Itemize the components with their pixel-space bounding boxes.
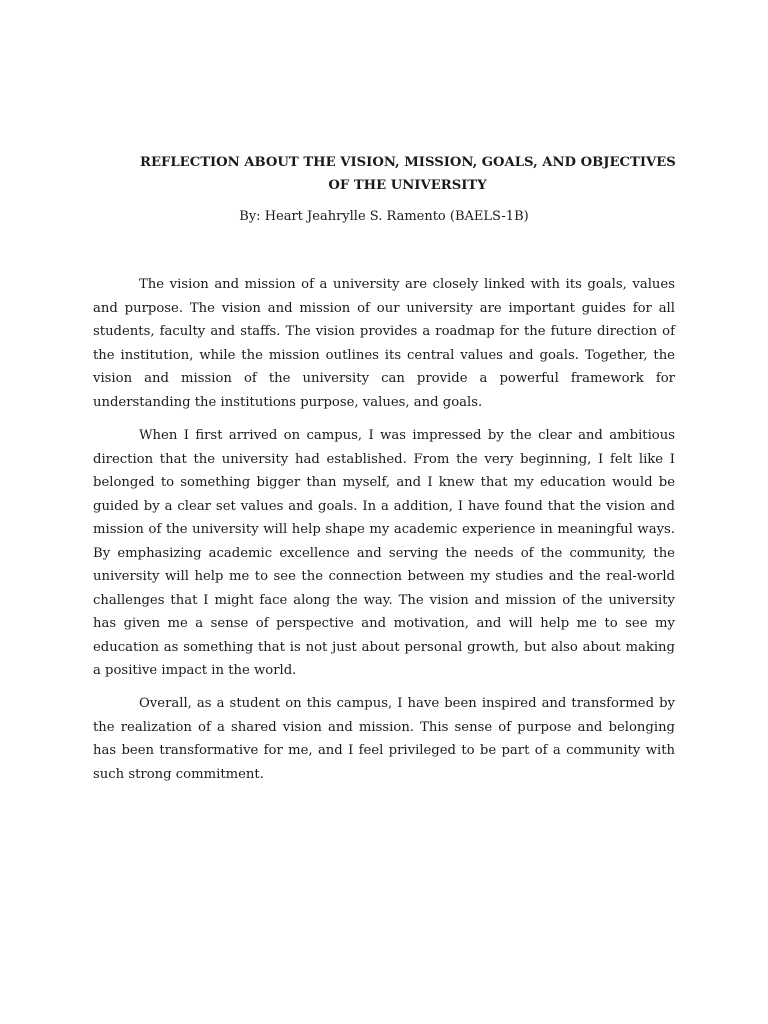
body-paragraph-block-2 [93,424,675,693]
title-line-1: REFLECTION ABOUT THE VISION, MISSION, GOALS, AND OBJECTIVES [140,155,676,170]
author-byline: By: Heart Jeahrylle S. Ramento (BAELS-1B) [239,209,529,224]
paragraph-1: The vision and mission of a university are closely linked with its goals, values and purpose. The vision and mission of our university are important guides for all students, faculty and staffs. The vision provides a roadmap for the future direction of the institution, while the mission outlines its central values and goals. Together, the vision and mission of the university can provide a powerful framework for understanding the institutions purpose, values, and goals. [93,277,675,410]
body-paragraph-block-1 [93,273,675,424]
body-paragraph-block-3 [93,692,675,796]
paragraph-2: When I first arrived on campus, I was impressed by the clear and ambitious direction that the university had established. From the very beginning, I felt like I belonged to something bigger than myself, and I knew that my education would be guided by a clear set values and goals. In a addition, I have found that the vision and mission of the university will help shape my academic experience in meaningful ways. By emphasizing academic excellence and serving the needs of the community, the university will help me to see the connection between my studies and the real-world challenges that I might face along the way. The vision and mission of the university has given me a sense of perspective and motivation, and will help me to see my education as something that is not just about personal growth, but also about making a positive impact in the world. [93,428,675,678]
document-title [140,151,675,197]
title-line-2: OF THE UNIVERSITY [328,178,487,193]
paragraph-3: Overall, as a student on this campus, I have been inspired and transformed by the realization of a shared vision and mission. This sense of purpose and belonging has been transformative for me, and I feel privileged to be part of a community with such strong commitment. [93,696,675,782]
